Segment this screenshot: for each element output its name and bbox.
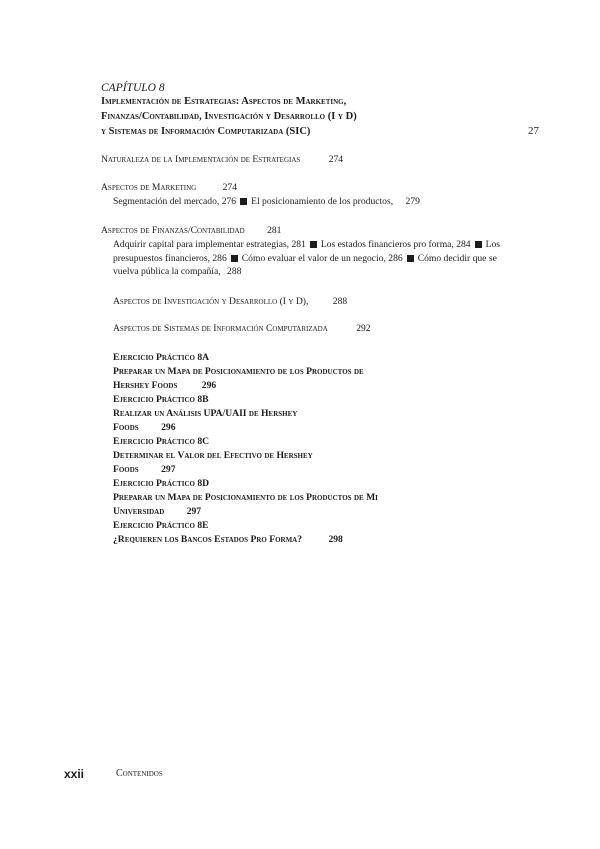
- running-footer-label: Contenidos: [116, 768, 163, 779]
- subtopic: Los: [485, 239, 500, 250]
- exercise-8c-title-line-2: [113, 464, 176, 475]
- section-marketing: [101, 182, 237, 193]
- section-page: 281: [267, 225, 282, 236]
- section-title: Aspectos de Finanzas/Contabilidad: [101, 225, 245, 236]
- chapter-title-line-1: Implementación de Estrategias: Aspectos de Marketing,: [101, 96, 347, 107]
- section-title: Aspectos de Investigación y Desarrollo (I y D),: [113, 296, 309, 307]
- subtopic: Segmentación del mercado, 276: [113, 196, 237, 207]
- bullet-square-icon: [475, 241, 482, 248]
- exercise-8e-label: Ejercicio Práctico 8E: [113, 520, 209, 531]
- chapter-title-line-2: Finanzas/Contabilidad, Investigación y Desarrollo (I y D): [101, 111, 357, 122]
- bullet-square-icon: [231, 255, 238, 262]
- bullet-square-icon: [240, 198, 247, 205]
- exercise-8c-label: Ejercicio Práctico 8C: [113, 436, 210, 447]
- section-page: 274: [328, 154, 344, 165]
- marketing-subtopics: [113, 196, 420, 207]
- exercise-8e-title-line-1: [113, 534, 343, 545]
- exercise-title: Foods: [113, 422, 139, 433]
- section-title: Aspectos de Sistemas de Información Computarizada: [113, 323, 328, 334]
- exercise-page: 297: [186, 506, 202, 517]
- chapter-page-number: 27: [528, 125, 539, 137]
- subtopic-page: 279: [405, 196, 420, 207]
- section-investigacion: [113, 296, 347, 307]
- exercise-8b-title-line-2: [113, 422, 176, 433]
- exercise-8a-title-line-1: Preparar un Mapa de Posicionamiento de los Productos de: [113, 366, 364, 377]
- subtopic: presupuestos financieros, 286: [113, 253, 227, 264]
- bullet-square-icon: [407, 255, 414, 262]
- subtopic: vuelva pública la compañía,: [113, 266, 221, 277]
- exercise-page: 296: [201, 380, 217, 391]
- section-sistemas: [113, 323, 371, 334]
- bullet-square-icon: [310, 241, 317, 248]
- exercise-8b-label: Ejercicio Práctico 8B: [113, 394, 209, 405]
- section-naturaleza: [101, 154, 343, 165]
- exercise-title: ¿Requieren los Bancos Estados Pro Forma?: [113, 534, 303, 545]
- exercise-8b-title-line-1: Realizar un Análisis UPA/UAII de Hershey: [113, 408, 298, 419]
- subtopic: Cómo decidir que se: [417, 253, 497, 264]
- folio-page-number: xxii: [64, 767, 85, 781]
- section-finanzas: [101, 225, 281, 236]
- section-title: Aspectos de Marketing: [101, 182, 197, 193]
- exercise-8a-label: Ejercicio Práctico 8A: [113, 352, 210, 363]
- exercise-8c-title-line-1: Determinar el Valor del Efectivo de Hershey: [113, 450, 313, 461]
- exercise-title: Hershey Foods: [113, 380, 178, 391]
- section-page: 292: [356, 323, 371, 334]
- chapter-label: CAPÍTULO 8: [101, 82, 165, 94]
- exercise-page: 296: [161, 422, 176, 433]
- section-page: 288: [332, 296, 348, 307]
- chapter-title-line-3: y Sistemas de Información Computarizada (SIC): [101, 126, 311, 137]
- subtopic: Los estados financieros pro forma, 284: [320, 239, 471, 250]
- subtopic: El posicionamiento de los productos,: [251, 196, 394, 207]
- subtopic: Cómo evaluar el valor de un negocio, 286: [241, 253, 403, 264]
- exercise-8d-title-line-2: [113, 506, 201, 517]
- exercise-8d-label: Ejercicio Práctico 8D: [113, 478, 210, 489]
- section-title: Naturaleza de la Implementación de Estrategias: [101, 154, 301, 165]
- exercise-title: Foods: [113, 464, 139, 475]
- subtopic: Adquirir capital para implementar estrategias, 281: [113, 239, 306, 250]
- section-page: 274: [222, 182, 237, 193]
- exercise-8a-title-line-2: [113, 380, 216, 391]
- exercise-page: 297: [161, 464, 176, 475]
- exercise-page: 298: [328, 534, 343, 545]
- exercise-title: Universidad: [113, 506, 165, 517]
- exercise-8d-title-line-1: Preparar un Mapa de Posicionamiento de los Productos de Mi: [113, 492, 378, 503]
- subtopic-page: 288: [227, 266, 242, 277]
- finanzas-subtopics-line-3: [113, 266, 241, 277]
- finanzas-subtopics-line-1: [113, 239, 500, 250]
- finanzas-subtopics-line-2: [113, 253, 497, 264]
